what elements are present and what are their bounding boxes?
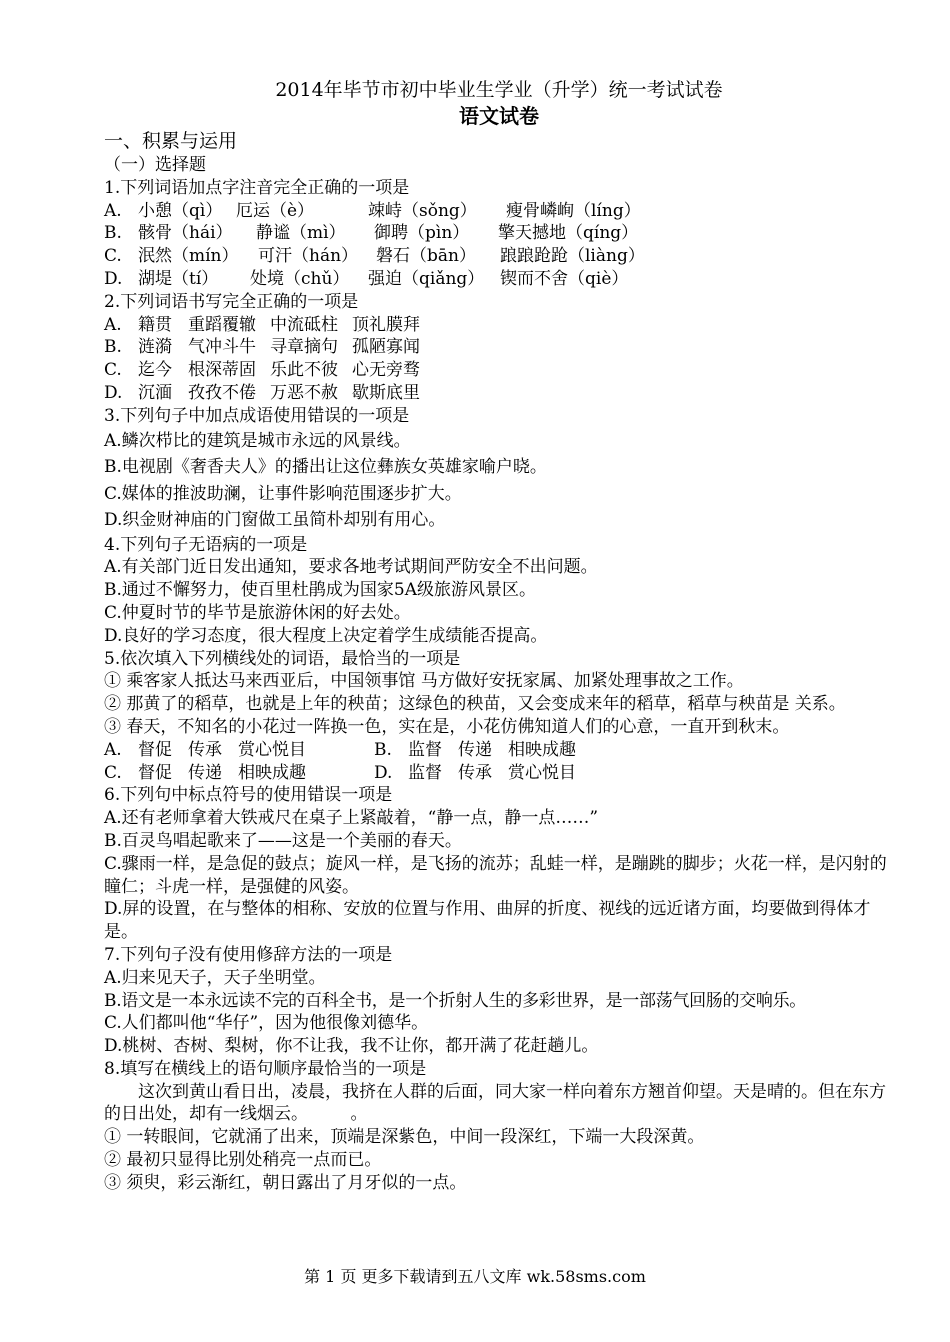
- option-item: 小憩（qì）: [138, 200, 223, 221]
- exam-page: [104, 78, 894, 1195]
- option-letter: C.: [104, 360, 122, 381]
- option-item: 相映成趣: [238, 762, 306, 783]
- option-item: 传承: [458, 762, 492, 783]
- question-5-stem: 5.依次填入下列横线处的词语，最恰当的一项是: [104, 648, 461, 669]
- question-6-option-b: B.百灵鸟唱起歌来了——这是一个美丽的春天。: [104, 830, 462, 851]
- option-item: 顶礼膜拜: [352, 314, 420, 335]
- option-item: 孤陋寡闻: [352, 337, 420, 358]
- question-8-item-1: ① 一转眼间，它就涌了出来，顶端是深紫色，中间一段深红，下端一大段深黄。: [104, 1127, 705, 1148]
- question-5-item-3: ③ 春天，不知名的小花过一阵换一色，实在是，小花仿佛知道人们的心意，一直开到秋末。: [104, 716, 790, 737]
- option-item: 督促: [138, 762, 172, 783]
- question-3-option-a: A.鳞次栉比的建筑是城市永远的风景线。: [104, 430, 411, 451]
- question-5-options-cd: [104, 762, 894, 785]
- question-1-option-d: [104, 268, 894, 291]
- option-item: 根深蒂固: [188, 360, 256, 381]
- option-item: 御聘（pìn）: [374, 223, 470, 244]
- question-2-stem: 2.下列词语书写完全正确的一项是: [104, 291, 359, 312]
- option-item: 监督: [408, 739, 442, 760]
- option-item: 气冲斗牛: [188, 337, 256, 358]
- question-7-option-d: D.桃树、杏树、梨树，你不让我，我不让你，都开满了花赶趟儿。: [104, 1036, 599, 1057]
- question-8-item-2: ② 最初只显得比别处稍亮一点而已。: [104, 1150, 382, 1171]
- option-letter: D.: [104, 382, 123, 403]
- page-footer: 第 1 页 更多下载请到五八文库 wk.58sms.com: [304, 1267, 646, 1286]
- option-item: 竦峙（sǒng）: [368, 200, 477, 221]
- option-item: 督促: [138, 739, 172, 760]
- option-item: 监督: [408, 762, 442, 783]
- question-2-option-d: [104, 382, 894, 405]
- question-5-item-1: ① 乘客家人抵达马来西亚后，中国领事馆 马方做好安抚家属、加紧处理事故之工作。: [104, 671, 744, 692]
- question-2-option-a: [104, 314, 894, 337]
- question-4-option-d: D.良好的学习态度，很大程度上决定着学生成绩能否提高。: [104, 625, 548, 646]
- option-item: 沉湎: [138, 382, 172, 403]
- question-7-option-b: B.语文是一本永远读不完的百科全书，是一个折射人生的多彩世界，是一部荡气回肠的交响乐。: [104, 990, 806, 1011]
- subsection-heading: （一）选择题: [104, 155, 206, 175]
- option-item: 踉踉跄跄（liàng）: [500, 246, 645, 267]
- question-8-passage: 这次到黄山看日出，凌晨，我挤在人群的后面，同大家一样向着东方翘首仰望。天是晴的。但在东方的日出处，却有一线烟云。 。: [104, 1081, 886, 1125]
- question-6-option-a: A.还有老师拿着大铁戒尺在桌子上紧敲着，“静一点，静一点……”: [104, 808, 599, 829]
- option-item: 寻章摘句: [270, 337, 338, 358]
- question-7-stem: 7.下列句子没有使用修辞方法的一项是: [104, 944, 393, 965]
- option-item: 涟漪: [138, 337, 172, 358]
- option-item: 万恶不赦: [270, 382, 338, 403]
- option-item: 中流砥柱: [270, 314, 338, 335]
- question-3-option-c: C.媒体的推波助澜，让事件影响范围逐步扩大。: [104, 483, 462, 504]
- section-heading: 一、积累与运用: [104, 130, 238, 152]
- option-item: 静谧（mì）: [256, 223, 346, 244]
- option-item: 泯然（mín）: [138, 246, 239, 267]
- question-3-option-d: D.织金财神庙的门窗做工虽简朴却别有用心。: [104, 510, 446, 531]
- question-6-option-c: C.骤雨一样，是急促的鼓点；旋风一样，是飞扬的流苏；乱蛙一样，是蹦跳的脚步；火花一样，是闪射的瞳仁；斗虎一样，是强健的风姿。: [104, 853, 887, 897]
- option-item: 赏心悦目: [238, 739, 306, 760]
- question-5-options-ab: [104, 739, 894, 762]
- option-item: 孜孜不倦: [188, 382, 256, 403]
- option-letter: C.: [104, 246, 122, 267]
- option-letter: D.: [104, 268, 123, 289]
- option-item: 湖堤（tí）: [138, 268, 219, 289]
- option-letter: A.: [104, 314, 122, 335]
- question-8-item-3: ③ 须臾，彩云渐红，朝日露出了月牙似的一点。: [104, 1172, 467, 1193]
- option-item: 处境（chǔ）: [250, 268, 350, 289]
- option-item: 磐石（bān）: [376, 246, 476, 267]
- question-6-option-d: D.屏的设置，在与整体的相称、安放的位置与作用、曲屏的折度、视线的远近诸方面，均要做到得体才是。: [104, 899, 871, 943]
- option-item: 传递: [458, 739, 492, 760]
- question-2-option-c: [104, 359, 894, 382]
- option-item: 歇斯底里: [352, 382, 420, 403]
- question-1-option-c: [104, 245, 894, 268]
- option-item: 迄今: [138, 360, 172, 381]
- question-4-stem: 4.下列句子无语病的一项是: [104, 534, 308, 555]
- option-item: 心无旁骛: [352, 360, 420, 381]
- option-item: 重蹈覆辙: [188, 314, 256, 335]
- question-3-option-b: B.电视剧《奢香夫人》的播出让这位彝族女英雄家喻户晓。: [104, 457, 547, 478]
- question-4-option-c: C.仲夏时节的毕节是旅游休闲的好去处。: [104, 602, 411, 623]
- option-letter: A.: [104, 200, 122, 221]
- option-item: 乐此不彼: [270, 360, 338, 381]
- question-1-option-b: [104, 222, 894, 245]
- question-5-item-2: ② 那黄了的稻草，也就是上年的秧苗；这绿色的秧苗，又会变成来年的稻草，稻草与秧苗是 关系。: [104, 694, 846, 715]
- exam-subtitle: 语文试卷: [459, 104, 539, 128]
- option-item: 可汗（hán）: [258, 246, 359, 267]
- option-item: 锲而不舍（qiè）: [500, 268, 629, 289]
- question-2-option-b: [104, 336, 894, 359]
- option-item: 传递: [188, 762, 222, 783]
- option-item: 厄运（è）: [236, 200, 315, 221]
- option-letter: C.: [104, 762, 122, 783]
- question-1-option-a: [104, 200, 894, 223]
- option-item: 传承: [188, 739, 222, 760]
- question-4-option-a: A.有关部门近日发出通知，要求各地考试期间严防安全不出问题。: [104, 557, 598, 578]
- question-4-option-b: B.通过不懈努力，使百里杜鹃成为国家5A级旅游风景区。: [104, 580, 536, 601]
- question-7-option-c: C.人们都叫他“华仔”，因为他很像刘德华。: [104, 1013, 429, 1034]
- option-item: 瘦骨嶙峋（líng）: [506, 200, 641, 221]
- option-item: 籍贯: [138, 314, 172, 335]
- question-3-stem: 3.下列句子中加点成语使用错误的一项是: [104, 405, 410, 426]
- question-1-stem: 1.下列词语加点字注音完全正确的一项是: [104, 177, 410, 198]
- option-item: 相映成趣: [508, 739, 576, 760]
- option-letter: B.: [104, 223, 122, 244]
- option-letter: D.: [374, 762, 393, 783]
- option-letter: B.: [104, 337, 122, 358]
- option-item: 骸骨（hái）: [138, 223, 233, 244]
- question-7-option-a: A.归来见天子，天子坐明堂。: [104, 967, 326, 988]
- option-letter: A.: [104, 739, 122, 760]
- option-item: 赏心悦目: [508, 762, 576, 783]
- option-item: 强迫（qiǎng）: [368, 268, 485, 289]
- question-8-stem: 8.填写在横线上的语句顺序最恰当的一项是: [104, 1058, 427, 1079]
- question-6-stem: 6.下列句中标点符号的使用错误一项是: [104, 785, 393, 806]
- option-item: 擎天撼地（qíng）: [498, 223, 639, 244]
- exam-title: 2014年毕节市初中毕业生学业（升学）统一考试试卷: [275, 79, 723, 101]
- option-letter: B.: [374, 739, 392, 760]
